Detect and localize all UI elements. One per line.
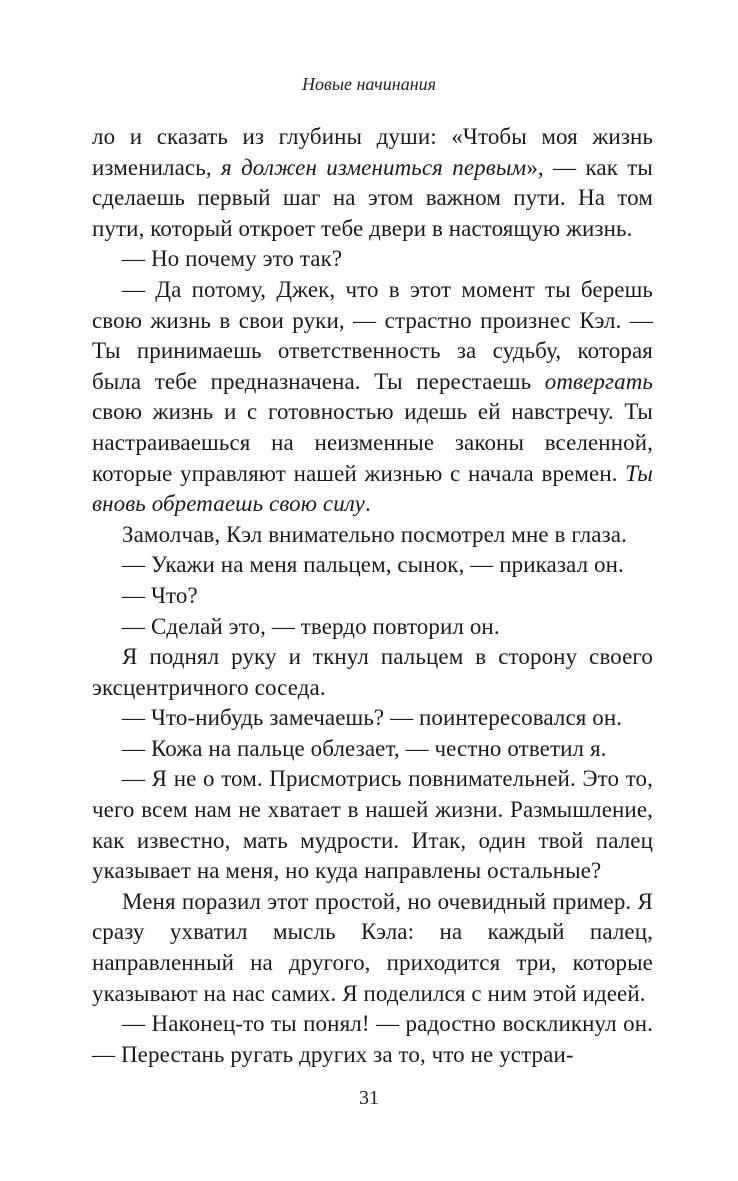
paragraph: — Но почему это так? — [122, 246, 343, 272]
page-number: 31 — [359, 1087, 379, 1109]
paragraph: — Да потому, Джек, что в этот момент ты берешь свою жизнь в свои руки, — страстно произнес Кэл. — Ты принимаешь ответственность за судьбу, которая была тебе предназначена. Ты перестаешь отвергать свою жизнь и с готовностью идешь ей навстречу. Ты настраиваешься на неизменные законы вселенной, которые управляют нашей жизнью с начала времен. Ты вновь обретаешь свою силу. — [92, 276, 653, 517]
paragraph: Я поднял руку и ткнул пальцем в сторону своего эксцентричного соседа. — [92, 644, 653, 700]
paragraph: Меня поразил этот простой, но очевидный пример. Я сразу ухватил мысль Кэла: на каждый палец, направленный на другого, приходится три, которые указывают на нас самих. Я поделился с ним этой идеей. — [92, 888, 653, 1006]
paragraph: — Укажи на меня пальцем, сынок, — приказал он. — [122, 552, 624, 578]
paragraph: — Наконец-то ты понял! — радостно воскликнул он. — Перестань ругать других за то, что не устраи- — [92, 1011, 653, 1067]
emphasis: отвергать — [544, 368, 653, 394]
paragraph: — Сделай это, — твердо повторил он. — [122, 613, 500, 639]
paragraph: — Кожа на пальце облезает, — честно ответил я. — [122, 735, 607, 761]
emphasis: я должен измениться первым — [220, 154, 527, 180]
paragraph: — Что-нибудь замечаешь? — поинтересовался он. — [122, 705, 623, 731]
paragraph: — Я не о том. Присмотрись повнимательней. Это то, чего всем нам не хватает в нашей жизни. Размышление, как известно, мать мудрости. Итак, один твой палец указывает на меня, но куда направлены остальные? — [92, 766, 653, 884]
emphasis: Ты вновь обретаешь свою силу — [92, 460, 653, 517]
paragraph: — Что? — [122, 582, 198, 608]
paragraph: ло и сказать из глубины души: «Чтобы моя жизнь изменилась, я должен измениться первым», — как ты сделаешь первый шаг на этом важном пути. На том пути, который откроет тебе двери в настоящую жизнь. — [92, 124, 653, 241]
paragraph: Замолчав, Кэл внимательно посмотрел мне в глаза. — [122, 521, 627, 547]
running-title: Новые начинания — [302, 74, 436, 94]
body-text — [92, 122, 653, 1070]
